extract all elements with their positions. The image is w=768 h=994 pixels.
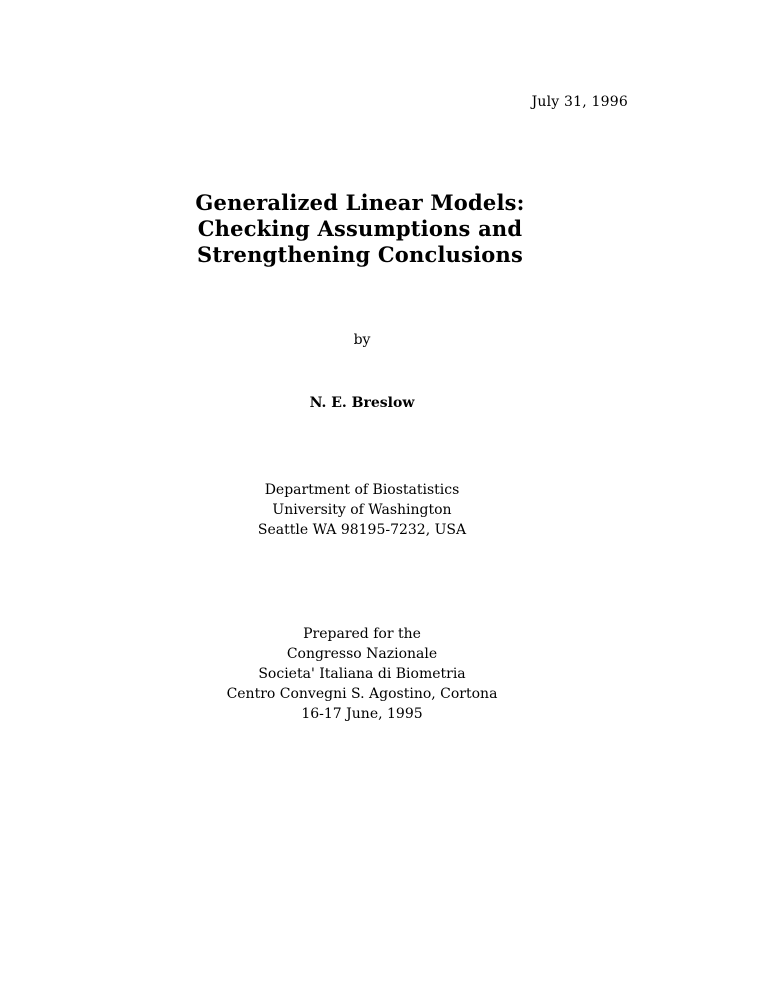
prepared-line-2: Congresso Nazionale: [286, 646, 438, 662]
prepared-line-3: Societa' Italiana di Biometria: [258, 666, 466, 682]
title-line-3: Strengthening Conclusions: [197, 242, 523, 267]
prepared-for-block: [0, 624, 724, 724]
author-name: N. E. Breslow: [309, 395, 415, 411]
by-label: by: [353, 332, 371, 348]
affiliation-address: Seattle WA 98195-7232, USA: [257, 522, 467, 538]
affiliation-university: University of Washington: [272, 502, 452, 518]
document-date: July 31, 1996: [531, 94, 628, 110]
title-line-1: Generalized Linear Models:: [195, 190, 525, 215]
document-title: [180, 190, 540, 268]
author-affiliation: [0, 480, 724, 540]
affiliation-department: Department of Biostatistics: [264, 482, 460, 498]
title-line-2: Checking Assumptions and: [197, 216, 523, 241]
prepared-line-5: 16-17 June, 1995: [301, 706, 423, 722]
prepared-line-4: Centro Convegni S. Agostino, Cortona: [226, 686, 498, 702]
prepared-line-1: Prepared for the: [303, 626, 421, 642]
